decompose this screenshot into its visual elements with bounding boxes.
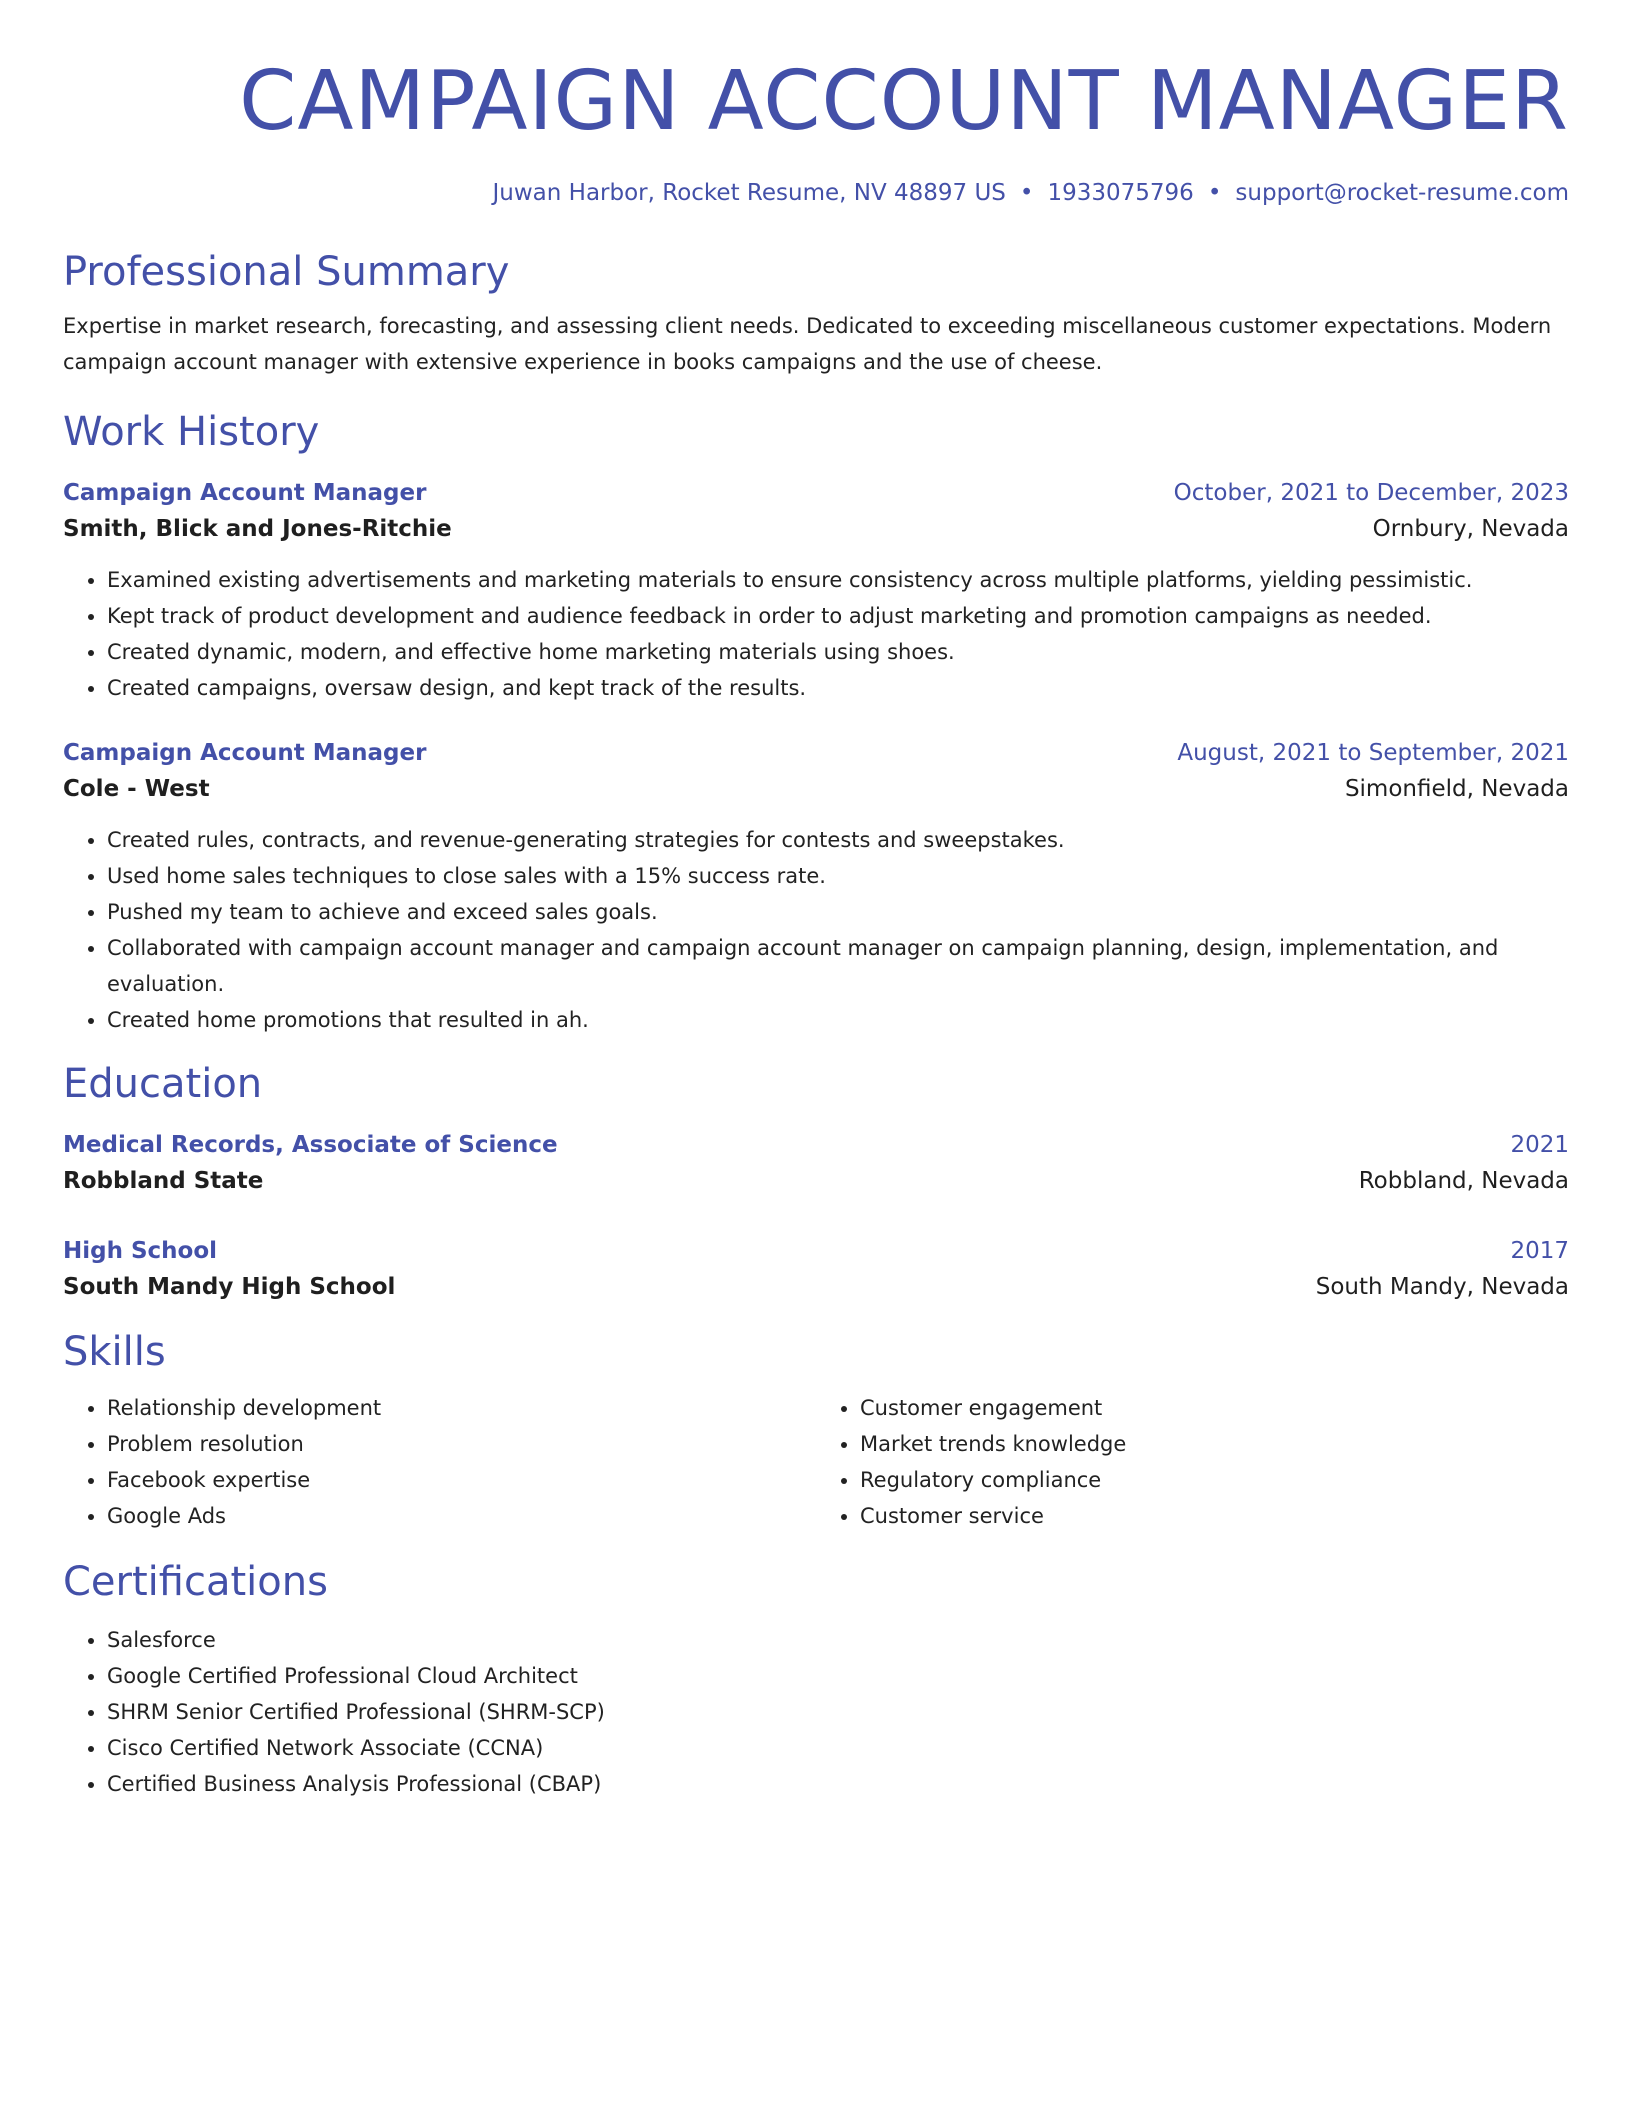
job-bullets [63, 562, 1569, 706]
job-dates: October, 2021 to December, 2023 [1173, 480, 1569, 506]
education-title-row [63, 1234, 1569, 1268]
skills-heading: Skills [63, 1329, 166, 1375]
work-history-heading: Work History [63, 409, 320, 455]
education-entry [63, 1234, 1569, 1306]
list-item: • Market trends knowledge [860, 1426, 1569, 1462]
education-year: 2021 [1510, 1132, 1569, 1158]
list-item: • Used home sales techniques to close sales with a 15% success rate. [107, 858, 1569, 894]
list-item: • SHRM Senior Certified Professional (SHRM-SCP) [107, 1694, 1569, 1730]
list-item: • Problem resolution [107, 1426, 816, 1462]
job-company: Cole - West [63, 776, 210, 802]
job-company: Smith, Blick and Jones-Ritchie [63, 516, 452, 542]
list-item: • Cisco Certified Network Associate (CCNA) [107, 1730, 1569, 1766]
list-item: • Google Certified Professional Cloud Architect [107, 1658, 1569, 1694]
education-degree: Medical Records, Associate of Science [63, 1132, 558, 1158]
education-heading: Education [63, 1061, 263, 1107]
summary-section [63, 248, 1569, 380]
job-title-row [63, 736, 1569, 770]
contact-line [63, 178, 1569, 208]
skills-section [63, 1328, 1569, 1534]
job-company-row [63, 510, 1569, 548]
work-history-section [63, 408, 1569, 1038]
skills-list-right [816, 1390, 1569, 1534]
job-company-row [63, 770, 1569, 808]
education-school: Robbland State [63, 1168, 264, 1194]
skills-list-left [63, 1390, 816, 1534]
certifications-heading: Certifications [63, 1559, 328, 1605]
job-dates: August, 2021 to September, 2021 [1177, 740, 1569, 766]
list-item: • Customer engagement [860, 1390, 1569, 1426]
list-item: • Collaborated with campaign account manager and campaign account manager on campaign planning, design, implementation, and evaluation. [107, 930, 1569, 1002]
list-item: • Created dynamic, modern, and effective home marketing materials using shoes. [107, 634, 1569, 670]
job-location: Simonfield, Nevada [1344, 776, 1569, 802]
list-item: • Facebook expertise [107, 1462, 816, 1498]
education-location: Robbland, Nevada [1358, 1168, 1569, 1194]
education-location: South Mandy, Nevada [1315, 1274, 1569, 1300]
list-item: • Kept track of product development and audience feedback in order to adjust marketing and promotion campaigns as needed. [107, 598, 1569, 634]
list-item: • Customer service [860, 1498, 1569, 1534]
education-year: 2017 [1510, 1238, 1569, 1264]
job-entry [63, 736, 1569, 1038]
summary-heading: Professional Summary [63, 249, 510, 295]
list-item: • Google Ads [107, 1498, 816, 1534]
certifications-section [63, 1558, 1569, 1802]
list-item: • Regulatory compliance [860, 1462, 1569, 1498]
job-role: Campaign Account Manager [63, 740, 427, 766]
job-title-row [63, 476, 1569, 510]
education-school-row [63, 1162, 1569, 1200]
list-item: • Pushed my team to achieve and exceed sales goals. [107, 894, 1569, 930]
job-entry [63, 476, 1569, 706]
contact-separator: • [1207, 180, 1222, 206]
list-item: • Salesforce [107, 1622, 1569, 1658]
list-item: • Created campaigns, oversaw design, and kept track of the results. [107, 670, 1569, 706]
education-section [63, 1060, 1569, 1306]
education-degree: High School [63, 1238, 218, 1264]
contact-separator: • [1019, 180, 1034, 206]
skills-columns [63, 1390, 1569, 1534]
list-item: • Created home promotions that resulted in ah. [107, 1002, 1569, 1038]
contact-phone: 1933075796 [1047, 180, 1194, 206]
education-entry [63, 1128, 1569, 1200]
list-item: • Created rules, contracts, and revenue-generating strategies for contests and sweepstakes. [107, 822, 1569, 858]
job-location: Ornbury, Nevada [1372, 516, 1569, 542]
contact-address: Juwan Harbor, Rocket Resume, NV 48897 US [492, 180, 1006, 206]
contact-email: support@rocket-resume.com [1235, 180, 1569, 206]
resume-title: CAMPAIGN ACCOUNT MANAGER [239, 54, 1569, 149]
job-role: Campaign Account Manager [63, 480, 427, 506]
list-item: • Relationship development [107, 1390, 816, 1426]
summary-text: Expertise in market research, forecasting, and assessing client needs. Dedicated to exceeding miscellaneous customer expectations. Modern campaign account manager with extensive experience in books campaigns and the use of cheese. [63, 314, 1552, 374]
resume-header [63, 0, 1569, 208]
list-item: • Examined existing advertisements and marketing materials to ensure consistency across multiple platforms, yielding pessimistic. [107, 562, 1569, 598]
certifications-list [63, 1622, 1569, 1802]
education-school-row [63, 1268, 1569, 1306]
job-bullets [63, 822, 1569, 1038]
list-item: • Certified Business Analysis Professional (CBAP) [107, 1766, 1569, 1802]
education-title-row [63, 1128, 1569, 1162]
education-school: South Mandy High School [63, 1274, 396, 1300]
